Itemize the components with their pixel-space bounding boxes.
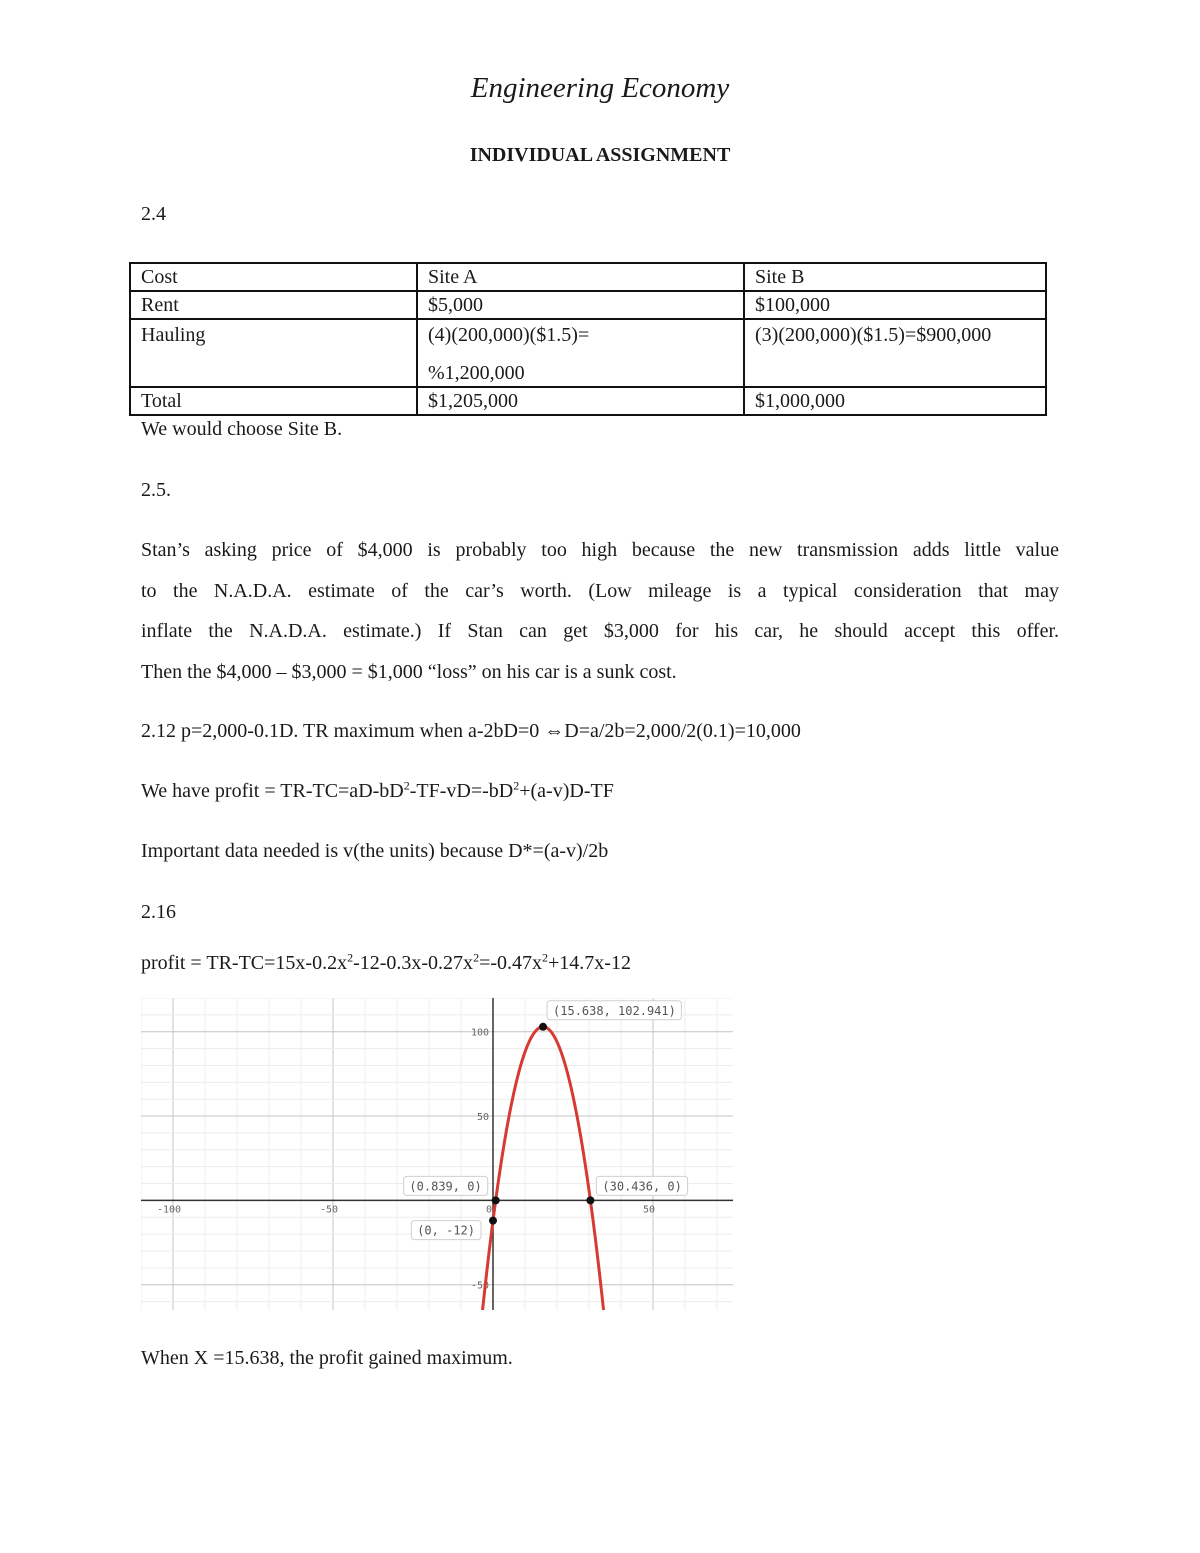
formula-part: We have profit = TR-TC=aD-bD <box>141 780 404 802</box>
formula-part: -TF-vD=-bD <box>409 780 514 802</box>
question-2-16-label: 2.16 <box>141 901 176 923</box>
question-2-5-label: 2.5. <box>141 479 171 501</box>
x-tick-label: 0 <box>485 1204 493 1216</box>
question-2-12-line: 2.12 p=2,000-0.1D. TR maximum when a-2bD=0 ⇔D=a/2b=2,000/2(0.1)=10,000 <box>141 720 801 742</box>
question-2-16-profit <box>141 952 631 975</box>
formula-part: -12-0.3x-0.27x <box>353 952 474 974</box>
point-label: (0.839, 0) <box>409 1179 482 1194</box>
question-2-5-answer <box>141 530 1059 692</box>
table-header-cell: Cost <box>130 263 417 291</box>
key-point <box>539 1023 547 1031</box>
document-title: Engineering Economy <box>470 72 730 104</box>
point-label: (30.436, 0) <box>602 1179 682 1194</box>
table-header-cell: Site B <box>744 263 1046 291</box>
key-point <box>489 1217 497 1225</box>
table-cell: $5,000 <box>417 291 744 319</box>
table-header-cell: Site A <box>417 263 744 291</box>
point-label: (0, -12) <box>417 1223 475 1238</box>
table-cell: Total <box>130 387 417 415</box>
paragraph-line: Then the $4,000 – $3,000 = $1,000 “loss” on his car is a sunk cost. <box>141 660 677 683</box>
cell-line: Hauling <box>141 324 206 346</box>
paragraph-line: Stan’s asking price of $4,000 is probably too high because the new transmission adds little value <box>141 539 1059 561</box>
exponent: 2 <box>542 950 549 965</box>
paragraph-line: to the N.A.D.A. estimate of the car’s worth. (Low mileage is a typical consideration that may <box>141 579 1059 602</box>
formula-part: +(a-v)D-TF <box>519 780 614 802</box>
key-point <box>492 1196 500 1204</box>
table-cell: $1,205,000 <box>417 387 744 415</box>
table-row <box>130 291 1046 319</box>
cost-comparison-table <box>129 262 1047 416</box>
exponent: 2 <box>347 950 354 965</box>
x-tick-label: -100 <box>156 1204 182 1216</box>
exponent: 2 <box>513 778 520 793</box>
table-cell: $1,000,000 <box>744 387 1046 415</box>
question-2-16-conclusion: When X =15.638, the profit gained maximum. <box>141 1347 513 1369</box>
x-tick-label: 50 <box>642 1204 656 1216</box>
paragraph-line: inflate the N.A.D.A. estimate.) If Stan can get $3,000 for his car, he should accept this offer. <box>141 620 1059 642</box>
exponent: 2 <box>473 950 480 965</box>
table-row <box>130 319 1046 387</box>
x-tick-label: -50 <box>319 1204 339 1216</box>
question-2-4-label: 2.4 <box>141 203 166 225</box>
key-point <box>586 1196 594 1204</box>
table-cell: Rent <box>130 291 417 319</box>
y-tick-label: 50 <box>476 1112 489 1124</box>
table-cell <box>130 319 417 387</box>
table-cell: $100,000 <box>744 291 1046 319</box>
formula-part: =-0.47x <box>479 952 543 974</box>
table-cell <box>744 319 1046 387</box>
point-label: (15.638, 102.941) <box>553 1003 676 1018</box>
exponent: 2 <box>403 778 410 793</box>
cell-line: (4)(200,000)($1.5)= <box>428 324 590 346</box>
profit-graph <box>141 998 733 1310</box>
assignment-heading: INDIVIDUAL ASSIGNMENT <box>469 144 731 166</box>
table-header-row <box>130 263 1046 291</box>
formula-part: +14.7x-12 <box>548 952 631 974</box>
question-2-4-conclusion: We would choose Site B. <box>141 418 343 440</box>
question-2-12-data-needed: Important data needed is v(the units) because D*=(a-v)/2b <box>141 840 609 862</box>
formula-part: profit = TR-TC=15x-0.2x <box>141 952 348 974</box>
table-cell <box>417 319 744 387</box>
y-tick-label: -50 <box>470 1280 489 1292</box>
question-2-12-profit <box>141 780 614 803</box>
table-total-row <box>130 387 1046 415</box>
cell-line: (3)(200,000)($1.5)=$900,000 <box>755 324 992 346</box>
cell-line: %1,200,000 <box>428 362 525 384</box>
y-tick-label: 100 <box>470 1027 489 1039</box>
